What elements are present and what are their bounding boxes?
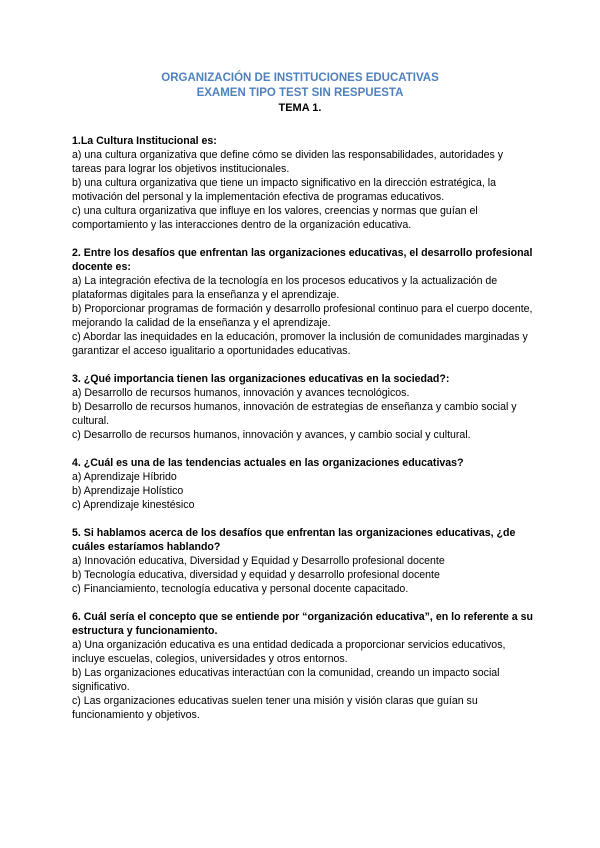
answer-option: b) Proporcionar programas de formación y desarrollo profesional continuo para el cuerpo docente, mejorando la calidad de la enseñanza y el aprendizaje.: [72, 303, 533, 329]
answer-option: c) Desarrollo de recursos humanos, innovación y avances, y cambio social y cultural.: [72, 429, 471, 441]
tema-label: TEMA 1.: [278, 102, 322, 114]
answer-option: b) Desarrollo de recursos humanos, innovación de estrategias de enseñanza y cambio social y cultural.: [72, 401, 517, 427]
document-header: [0, 71, 600, 116]
answer-option: b) Tecnología educativa, diversidad y equidad y desarrollo profesional docente: [72, 569, 440, 581]
answer-option: c) una cultura organizativa que influye en los valores, creencias y normas que guían el comportamiento y las interacciones dentro de la organización educativa.: [72, 205, 478, 231]
answer-option: b) Aprendizaje Holístico: [72, 485, 184, 497]
question-text: 1.La Cultura Institucional es:: [72, 135, 217, 147]
answer-option: b) una cultura organizativa que tiene un impacto significativo en la dirección estratégica, la motivación del personal y la implementación efectiva de programas educativos.: [72, 177, 496, 203]
answer-option: a) una cultura organizativa que define cómo se dividen las responsabilidades, autoridades y tareas para lograr los objetivos institucionales.: [72, 149, 504, 175]
course-title: ORGANIZACIÓN DE INSTITUCIONES EDUCATIVAS: [161, 72, 439, 84]
answer-option: c) Aprendizaje kinestésico: [72, 499, 195, 511]
question-block: [72, 134, 534, 232]
question-block: [72, 526, 534, 596]
question-list: [72, 134, 534, 736]
question-text: 6. Cuál sería el concepto que se entiende por “organización educativa”, en lo referente a su estructura y funcionamiento.: [72, 611, 533, 637]
answer-option: c) Financiamiento, tecnología educativa y personal docente capacitado.: [72, 583, 409, 595]
answer-option: c) Abordar las inequidades en la educación, promover la inclusión de comunidades marginadas y garantizar el acceso igualitario a oportunidades educativas.: [72, 331, 528, 357]
question-text: 3. ¿Qué importancia tienen las organizaciones educativas en la sociedad?:: [72, 373, 450, 385]
question-text: 4. ¿Cuál es una de las tendencias actuales en las organizaciones educativas?: [72, 457, 464, 469]
question-block: [72, 610, 534, 722]
question-text: 5. Si hablamos acerca de los desafíos que enfrentan las organizaciones educativas, ¿de cuáles estaríamos hablando?: [72, 527, 516, 553]
question-block: [72, 372, 534, 442]
answer-option: a) La integración efectiva de la tecnología en los procesos educativos y la actualización de plataformas digitales para la enseñanza y el aprendizaje.: [72, 275, 498, 301]
question-block: [72, 246, 534, 358]
answer-option: a) Aprendizaje Híbrido: [72, 471, 177, 483]
question-block: [72, 456, 534, 512]
answer-option: a) Innovación educativa, Diversidad y Equidad y Desarrollo profesional docente: [72, 555, 445, 567]
answer-option: a) Desarrollo de recursos humanos, innovación y avances tecnológicos.: [72, 387, 410, 399]
answer-option: c) Las organizaciones educativas suelen tener una misión y visión claras que guían su funcionamiento y objetivos.: [72, 695, 478, 721]
answer-option: b) Las organizaciones educativas interactúan con la comunidad, creando un impacto social significativo.: [72, 667, 500, 693]
question-text: 2. Entre los desafíos que enfrentan las organizaciones educativas, el desarrollo profesional docente es:: [72, 247, 533, 273]
answer-option: a) Una organización educativa es una entidad dedicada a proporcionar servicios educativos, incluye escuelas, colegios, universidades y otros entornos.: [72, 639, 506, 665]
exam-subtitle: EXAMEN TIPO TEST SIN RESPUESTA: [196, 87, 404, 99]
